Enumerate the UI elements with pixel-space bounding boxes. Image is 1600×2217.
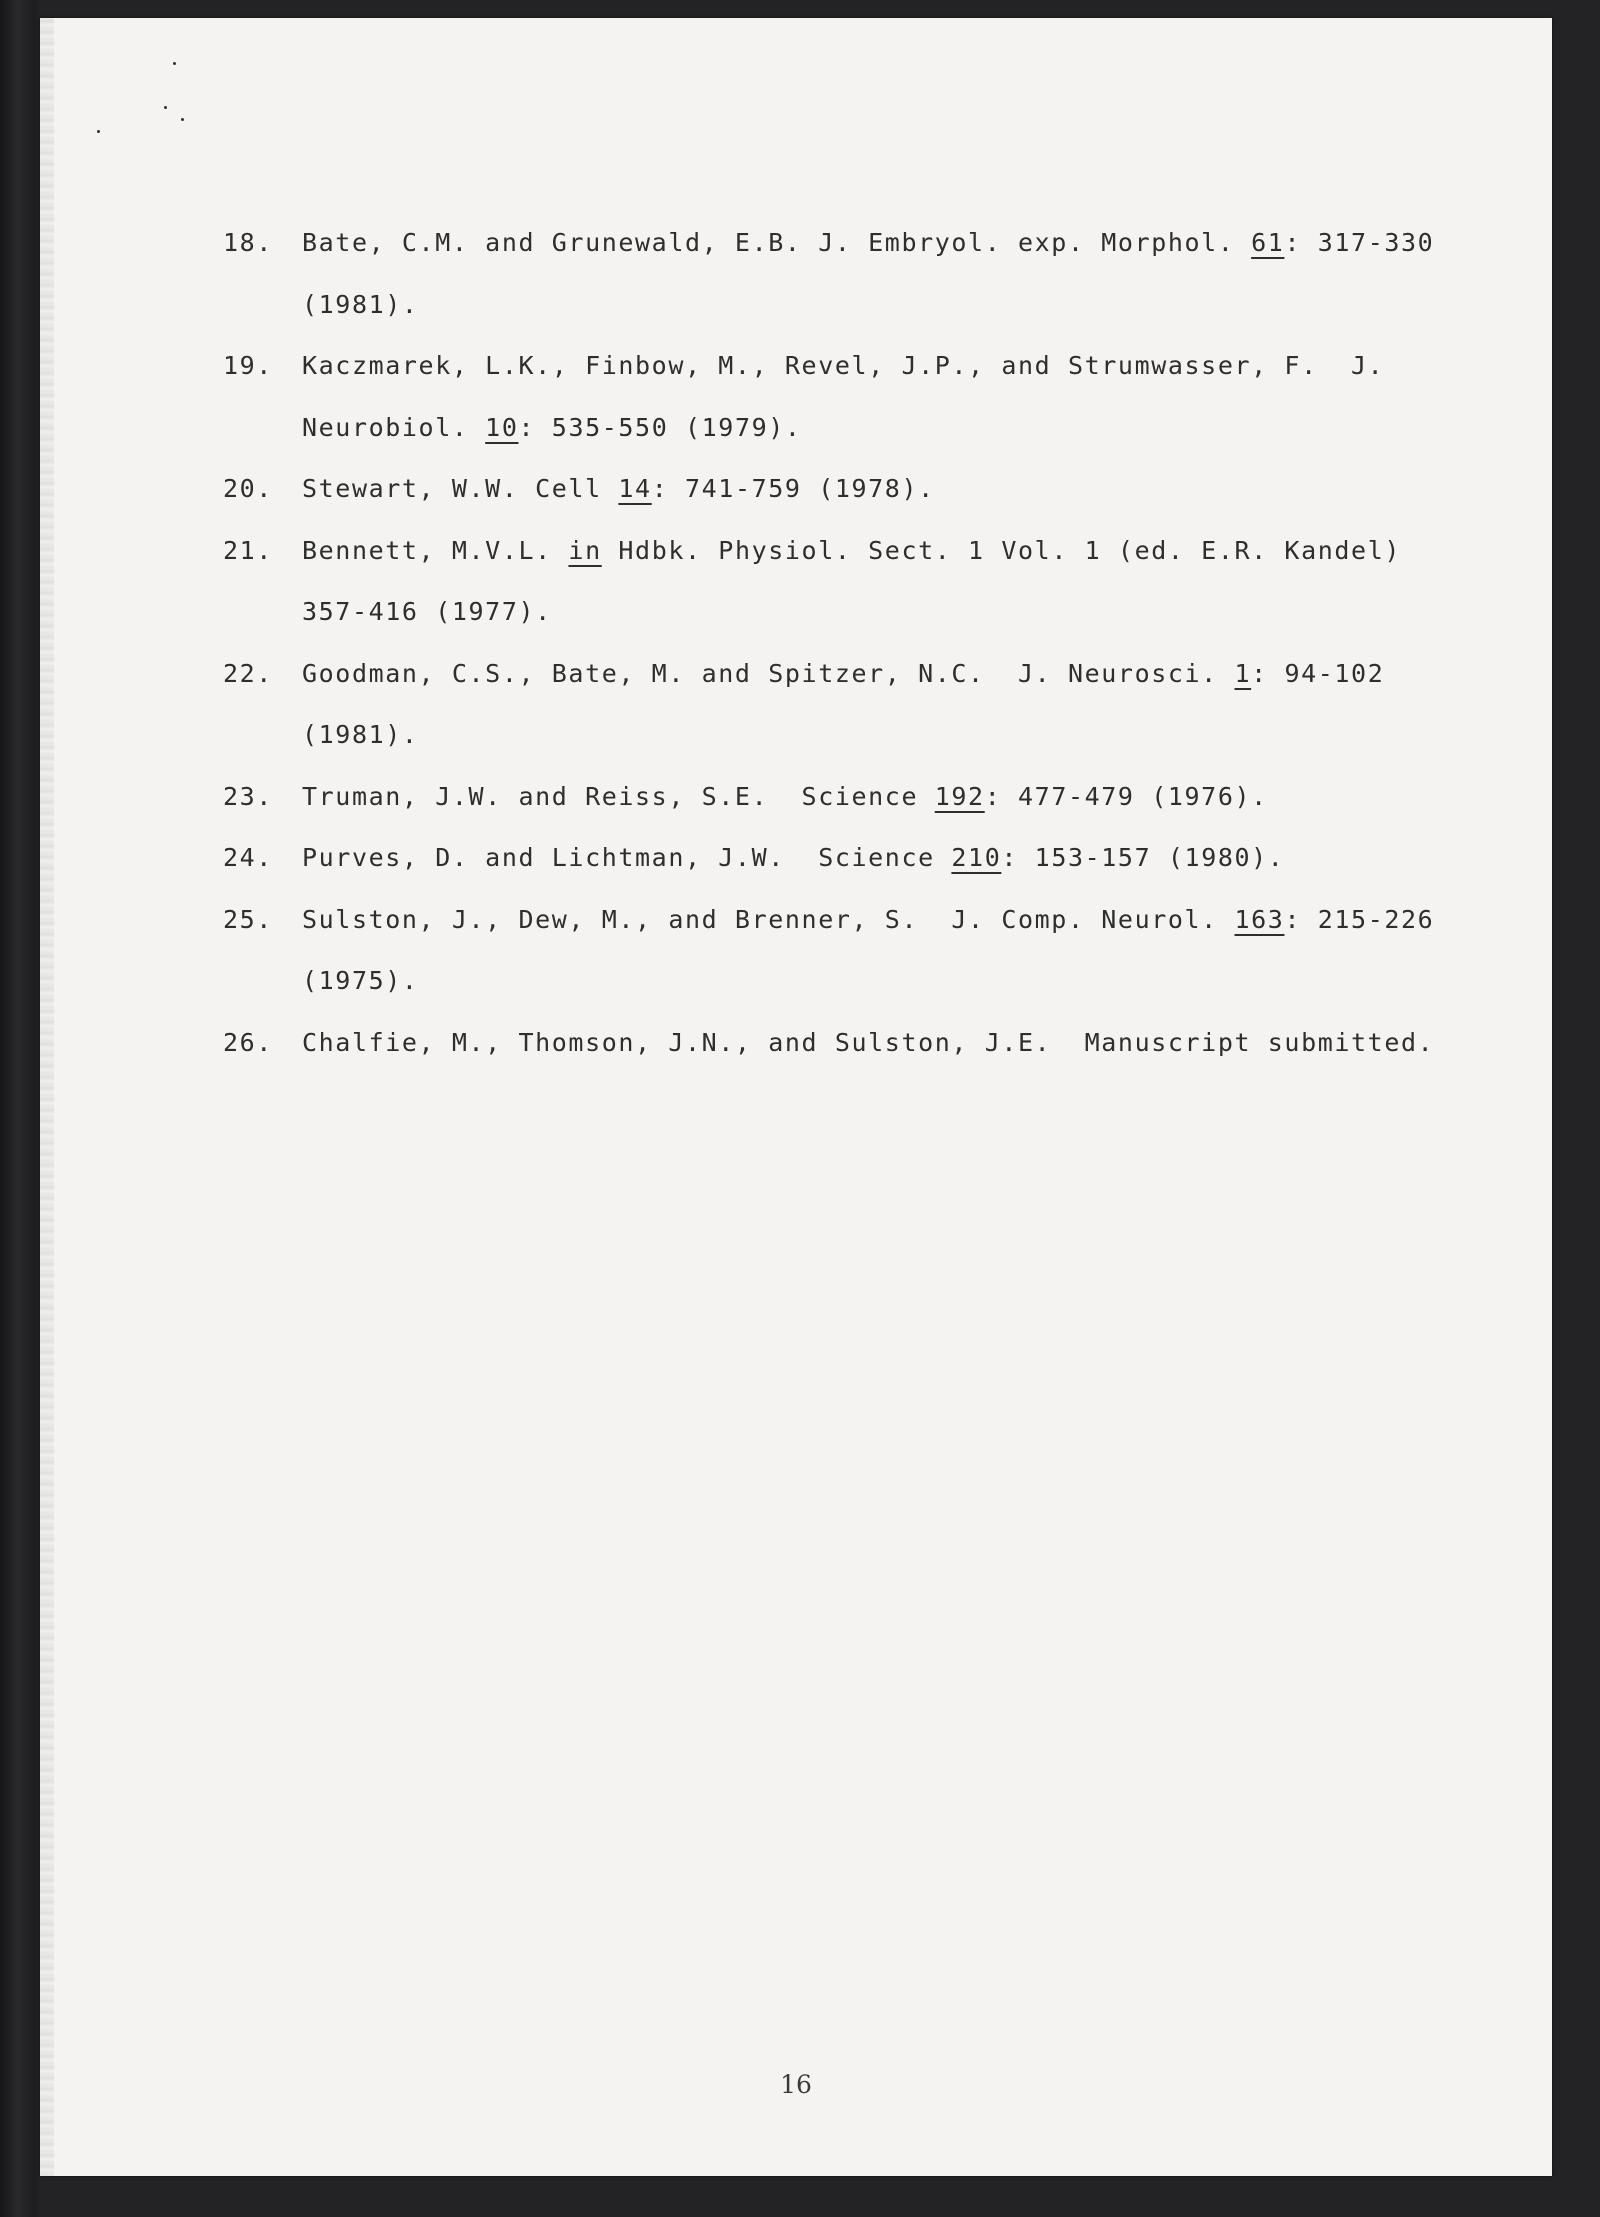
- reference-number: 20.: [223, 474, 273, 503]
- reference-text-segment: (1981).: [302, 289, 419, 319]
- reference-number: 26.: [223, 1027, 273, 1057]
- reference-text-segment: : 94-102: [1251, 658, 1385, 688]
- reference-text-line: [302, 290, 419, 319]
- reference-list: [40, 18, 1552, 2176]
- reference-text-line: [302, 536, 1401, 565]
- volume-number-underlined: 14: [618, 474, 652, 503]
- reference-text-segment: Sulston, J., Dew, M., and Brenner, S. J. Comp. Neurol.: [302, 904, 1235, 934]
- reference-text-segment: Bate, C.M. and Grunewald, E.B. J. Embryol. exp. Morphol.: [302, 228, 1252, 257]
- paper-sheet: [40, 18, 1552, 2176]
- reference-text-segment: Neurobiol.: [302, 412, 486, 442]
- reference-text-segment: (1975).: [302, 966, 419, 995]
- reference-text-line: [302, 966, 419, 995]
- reference-number: 25.: [223, 904, 273, 934]
- volume-number-underlined: in: [568, 535, 602, 565]
- reference-text-line: [302, 720, 419, 749]
- reference-number: 18.: [223, 228, 273, 257]
- reference-text-segment: Goodman, C.S., Bate, M. and Spitzer, N.C. J. Neurosci.: [302, 658, 1235, 688]
- reference-text-segment: Purves, D. and Lichtman, J.W. Science: [302, 843, 952, 872]
- volume-number-underlined: 1: [1234, 658, 1252, 688]
- reference-text-line: [302, 905, 1434, 934]
- volume-number-underlined: 61: [1251, 228, 1285, 257]
- reference-text-line: [302, 782, 1268, 811]
- reference-text-segment: Truman, J.W. and Reiss, S.E. Science: [302, 781, 935, 811]
- reference-text-line: [302, 659, 1384, 688]
- reference-text-line: [302, 474, 935, 503]
- reference-number: 23.: [223, 781, 273, 811]
- reference-text-line: [302, 843, 1284, 872]
- reference-number: 22.: [223, 658, 273, 688]
- reference-text-line: [302, 1028, 1434, 1057]
- reference-text-segment: : 215-226: [1284, 904, 1435, 934]
- reference-text-segment: Chalfie, M., Thomson, J.N., and Sulston, J.E. Manuscript submitted.: [302, 1027, 1435, 1057]
- reference-text-segment: : 741-759 (1978).: [651, 474, 935, 503]
- reference-text-line: [302, 351, 1384, 380]
- reference-number: 24.: [223, 843, 273, 872]
- reference-text-segment: Stewart, W.W. Cell: [302, 474, 619, 503]
- volume-number-underlined: 210: [951, 843, 1002, 872]
- reference-text-segment: : 477-479 (1976).: [984, 781, 1268, 811]
- reference-text-segment: 357-416 (1977).: [302, 597, 552, 626]
- reference-text-segment: Bennett, M.V.L.: [302, 535, 569, 565]
- reference-text-segment: : 317-330: [1284, 228, 1435, 257]
- reference-text-segment: : 153-157 (1980).: [1001, 843, 1285, 872]
- volume-number-underlined: 192: [934, 781, 985, 811]
- volume-number-underlined: 163: [1234, 904, 1285, 934]
- volume-number-underlined: 10: [485, 412, 519, 442]
- reference-text-segment: Hdbk. Physiol. Sect. 1 Vol. 1 (ed. E.R. Kandel): [601, 535, 1401, 565]
- reference-text-segment: : 535-550 (1979).: [518, 412, 802, 442]
- reference-number: 19.: [223, 351, 273, 380]
- reference-text-segment: (1981).: [302, 720, 419, 749]
- reference-text-line: [302, 597, 552, 626]
- reference-text-line: [302, 228, 1434, 257]
- page-number: 16: [780, 2070, 812, 2099]
- reference-text-line: [302, 413, 802, 442]
- reference-number: 21.: [223, 535, 273, 565]
- reference-text-segment: Kaczmarek, L.K., Finbow, M., Revel, J.P., and Strumwasser, F. J.: [302, 351, 1385, 380]
